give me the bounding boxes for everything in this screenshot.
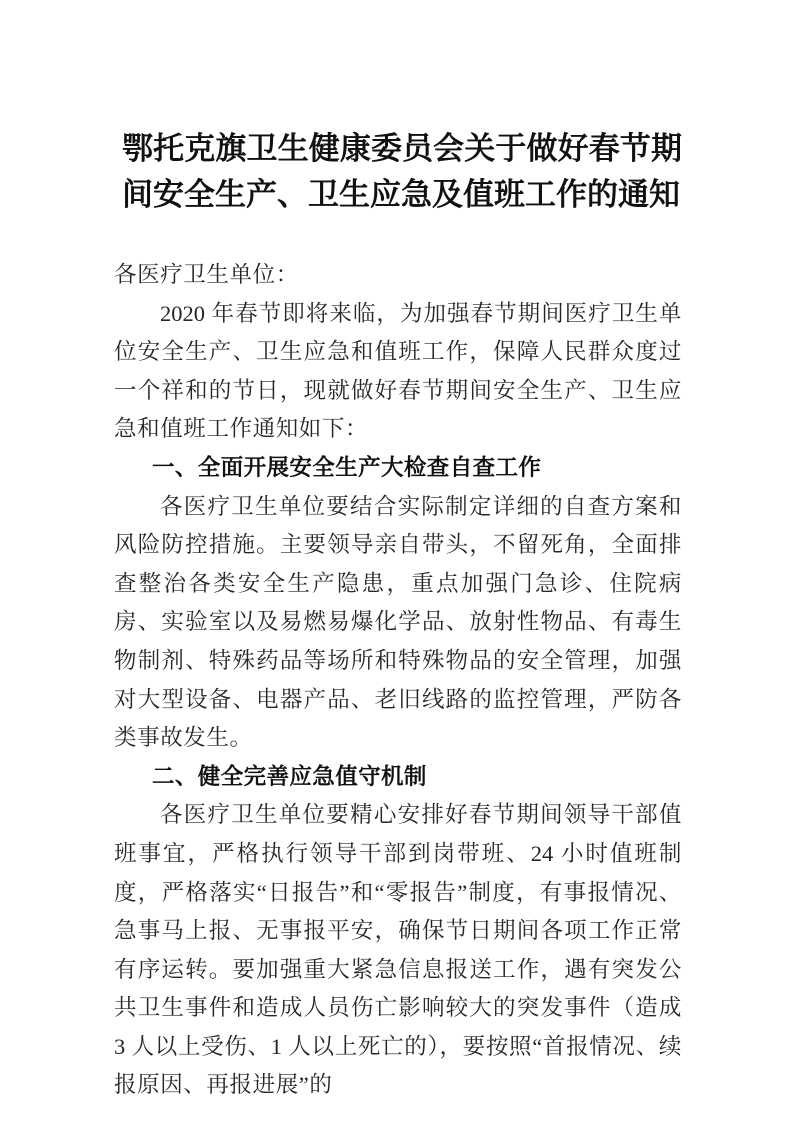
page-title: 鄂托克旗卫生健康委员会关于做好春节期间安全生产、卫生应急及值班工作的通知 [122,131,682,212]
salutation: 各医疗卫生单位： [114,262,299,287]
section-body-2: 各医疗卫生单位要精心安排好春节期间领导干部值班事宜，严格执行领导干部到岗带班、24 小时值班制度，严格落实“日报告”和“零报告”制度，有事报情况、急事马上报、无事报平安，确保节日期间各项工作正常有序运转。要加强重大紧急信息报送工作，遇有突发公共卫生事件和造成人员伤亡影响较大的突发事件（造成 3 人以上受伤、1 人以上死亡的），要按照“首报情况、续报原因、再报进展”的 [114,802,683,1098]
section-heading-2: 二、健全完善应急值守机制 [152,763,427,789]
section-body-1: 各医疗卫生单位要结合实际制定详细的自查方案和风险防控措施。主要领导亲自带头，不留死角，全面排查整治各类安全生产隐患，重点加强门急诊、住院病房、实验室以及易燃易爆化学品、放射性物品、有毒生物制剂、特殊药品等场所和特殊物品的安全管理，加强对大型设备、电器产品、老旧线路的监控管理，严防各类事故发生。 [114,493,682,751]
document-content [114,126,682,1105]
title-spacer [114,218,682,256]
opening-paragraph: 2020 年春节即将来临，为加强春节期间医疗卫生单位安全生产、卫生应急和值班工作，保障人民群众度过一个祥和的节日，现就做好春节期间安全生产、卫生应急和值班工作通知如下： [114,300,682,442]
section-heading-1: 一、全面开展安全生产大检查自查工作 [152,454,542,480]
